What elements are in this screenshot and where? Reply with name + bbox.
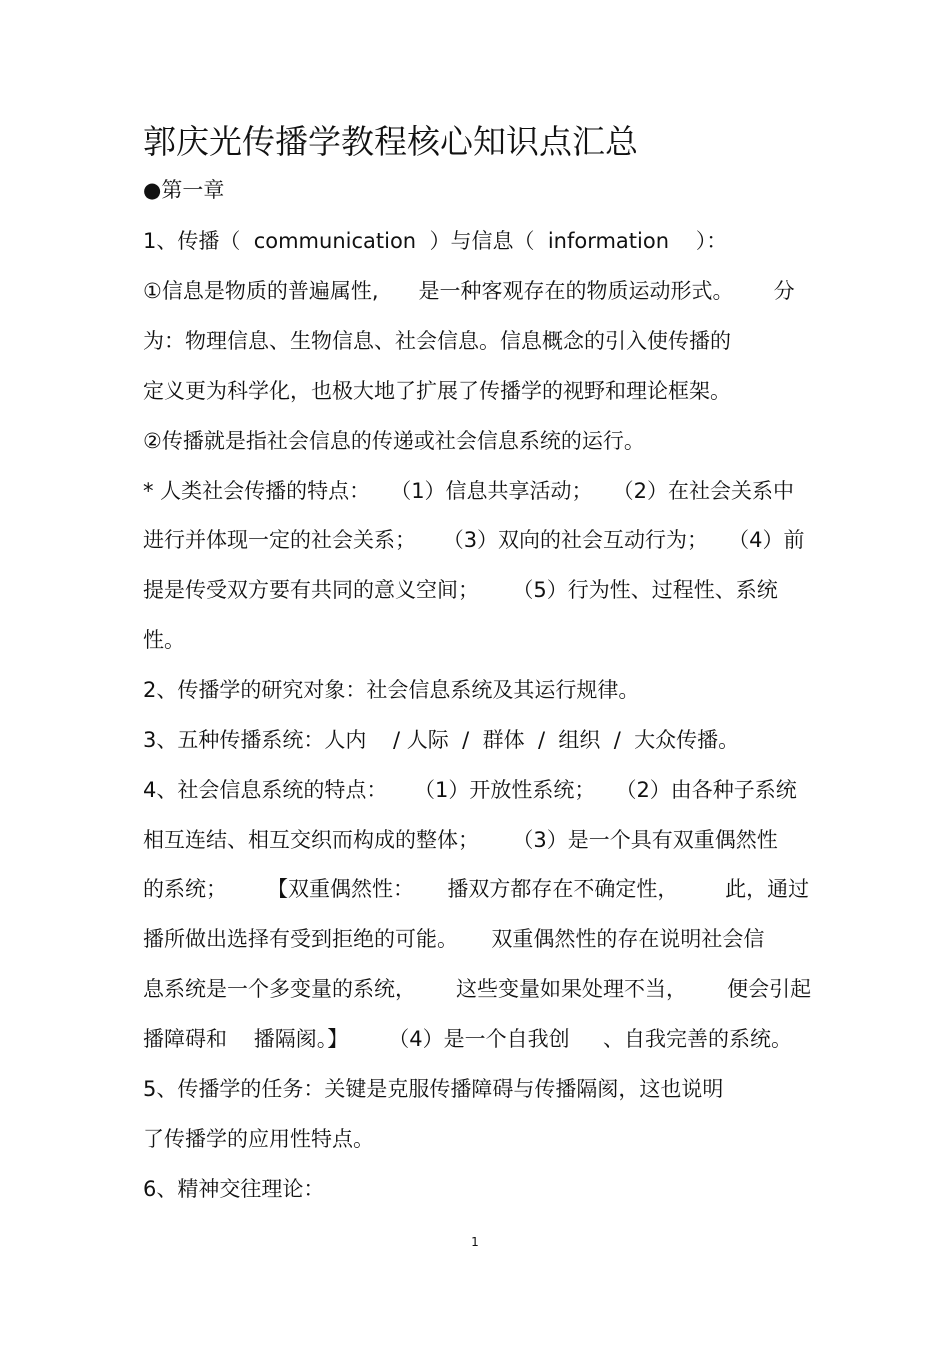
text-line: 播障碍和 播隔阂。】 （4）是一个自我创 、自我完善的系统。 [143, 1027, 792, 1051]
page-number: 1 [471, 1235, 479, 1249]
chapter-heading: ●第一章 [143, 178, 225, 202]
text-line: 3、五种传播系统：人内 / 人际 / 群体 / 组织 / 大众传播。 [143, 728, 740, 752]
text-line: ②传播就是指社会信息的传递或社会信息系统的运行。 [143, 429, 645, 453]
text-line: ①信息是物质的普遍属性, 是一种客观存在的物质运动形式。 分 [143, 279, 795, 303]
text-line: 4、社会信息系统的特点： （1）开放性系统； （2）由各种子系统 [143, 778, 797, 802]
text-line: 定义更为科学化，也极大地了扩展了传播学的视野和理论框架。 [143, 379, 731, 403]
text-line: 息系统是一个多变量的系统， 这些变量如果处理不当， 便会引起 [143, 977, 812, 1001]
text-line: 了传播学的应用性特点。 [143, 1127, 374, 1151]
text-line: 2、传播学的研究对象：社会信息系统及其运行规律。 [143, 678, 640, 702]
text-line: 进行并体现一定的社会关系； （3）双向的社会互动行为； （4）前 [143, 528, 805, 552]
text-line: 性。 [143, 628, 185, 652]
text-line: 相互连结、相互交织而构成的整体； （3）是一个具有双重偶然性 [143, 828, 778, 852]
text-line: 为：物理信息、生物信息、社会信息。信息概念的引入使传播的 [143, 329, 731, 353]
text-line: 播所做出选择有受到拒绝的可能。 双重偶然性的存在说明社会信 [143, 927, 765, 951]
text-line: 6、精神交往理论： [143, 1177, 325, 1201]
text-line: 5、传播学的任务：关键是克服传播障碍与传播隔阂，这也说明 [143, 1077, 724, 1101]
text-line: 提是传受双方要有共同的意义空间； （5）行为性、过程性、系统 [143, 578, 778, 602]
document-title: 郭庆光传播学教程核心知识点汇总 [143, 122, 638, 161]
text-line: * 人类社会传播的特点： （1）信息共享活动； （2）在社会关系中 [143, 479, 794, 503]
text-line: 1、传播（ communication ）与信息（ information ）： [143, 229, 728, 253]
text-line: 的系统； 【双重偶然性： 播双方都存在不确定性， 此，通过 [143, 877, 810, 901]
